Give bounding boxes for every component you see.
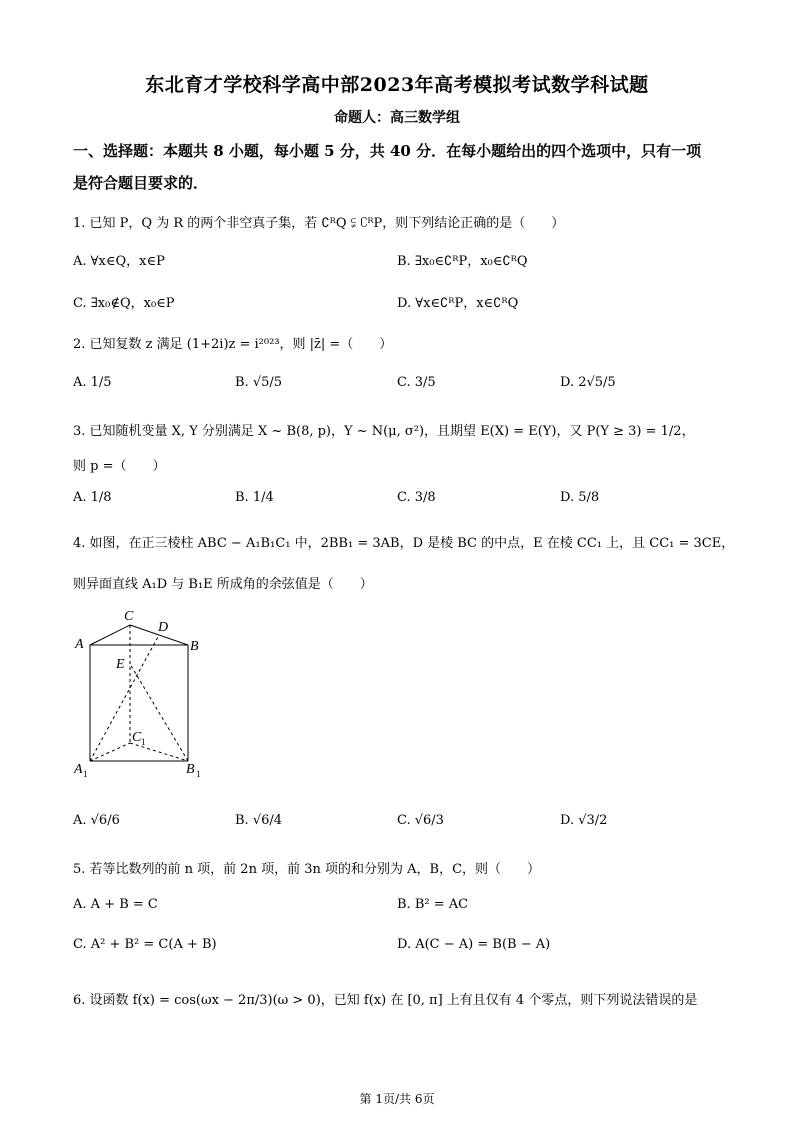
page-number: 第 1页/共 6页: [359, 1092, 435, 1106]
q2-option-d: D. 2√5/5: [560, 375, 616, 390]
q3-stem-line2: 则 p =（ ）: [73, 459, 166, 474]
q6-stem: 6. 设函数 f(x) = cos(ωx − 2π/3)(ω > 0)，已知 f(x) 在 [0, π] 上有且仅有 4 个零点，则下列说法错误的是: [73, 993, 698, 1008]
label-C: C: [124, 609, 134, 624]
page-title: 东北育才学校科学高中部2023年高考模拟考试数学科试题: [145, 74, 649, 96]
q1-option-d: D. ∀x∈∁ᴿP，x∈∁ᴿQ: [397, 296, 519, 311]
q3-option-d: D. 5/8: [560, 490, 600, 505]
q5-option-b: B. B² = AC: [397, 897, 469, 912]
label-B1: B: [186, 762, 195, 777]
q4-option-a: A. √6/6: [73, 813, 120, 828]
q3-stem-line1: 3. 已知随机变量 X, Y 分别满足 X ~ B(8, p)，Y ~ N(μ, σ²)，且期望 E(X) = E(Y)，又 P(Y ≥ 3) = 1/2，: [73, 424, 695, 439]
q4-option-b: B. √6/4: [235, 813, 283, 828]
q4-stem-line2: 则异面直线 A₁D 与 B₁E 所成角的余弦值是（ ）: [73, 577, 373, 592]
q3-option-b: B. 1/4: [235, 490, 274, 505]
q4-stem-line1: 4. 如图，在正三棱柱 ABC − A₁B₁C₁ 中，2BB₁ = 3AB，D 是棱 BC 的中点，E 在棱 CC₁ 上，且 CC₁ = 3CE，: [73, 536, 735, 551]
label-E: E: [116, 657, 125, 672]
label-A1: A: [74, 762, 83, 777]
label-A1-sub: 1: [83, 769, 88, 779]
q5-option-d: D. A(C − A) = B(B − A): [397, 937, 551, 952]
q2-option-b: B. √5/5: [235, 375, 283, 390]
segment-B1E: [130, 664, 188, 761]
q3-option-a: A. 1/8: [73, 490, 112, 505]
edge-C1B1: [130, 743, 188, 761]
q1-option-c: C. ∃x₀∉Q，x₀∈P: [73, 296, 175, 311]
label-A: A: [75, 637, 84, 652]
q5-option-a: A. A + B = C: [73, 897, 158, 912]
q1-option-a: A. ∀x∈Q，x∈P: [73, 254, 165, 269]
edge-A1C1: [90, 743, 130, 761]
q5-option-c: C. A² + B² = C(A + B): [73, 937, 217, 952]
q4-option-d: D. √3/2: [560, 813, 608, 828]
q5-stem: 5. 若等比数列的前 n 项，前 2n 项，前 3n 项的和分别为 A，B，C，则（ ）: [73, 862, 541, 877]
q2-stem: 2. 已知复数 z 满足 (1+2i)z = i²⁰²³，则 |z̄| =（ ）: [73, 337, 393, 352]
label-D: D: [158, 620, 169, 635]
q2-option-a: A. 1/5: [73, 375, 112, 390]
author-line: 命题人：高三数学组: [334, 110, 460, 126]
q1-stem: 1. 已知 P，Q 为 R 的两个非空真子集，若 ∁ᴿQ ⫋ ∁ᴿP，则下列结论正确的是（ ）: [73, 216, 565, 231]
label-B1-sub: 1: [196, 769, 201, 779]
prism-figure: [70, 603, 220, 783]
label-B: B: [190, 639, 199, 654]
q3-option-c: C. 3/8: [397, 490, 436, 505]
q2-option-c: C. 3/5: [397, 375, 436, 390]
segment-A1D: [90, 635, 159, 761]
section-heading-line2: 是符合题目要求的．: [73, 174, 209, 192]
q4-option-c: C. √6/3: [397, 813, 444, 828]
label-C1: C: [132, 730, 142, 745]
section-heading-line1: 一、选择题：本题共 8 小题，每小题 5 分，共 40 分．在每小题给出的四个选项中，只有一项: [73, 142, 702, 160]
label-C1-sub: 1: [141, 737, 146, 747]
q1-option-b: B. ∃x₀∈∁ᴿP，x₀∈∁ᴿQ: [397, 254, 528, 269]
edge-AC: [90, 625, 130, 645]
